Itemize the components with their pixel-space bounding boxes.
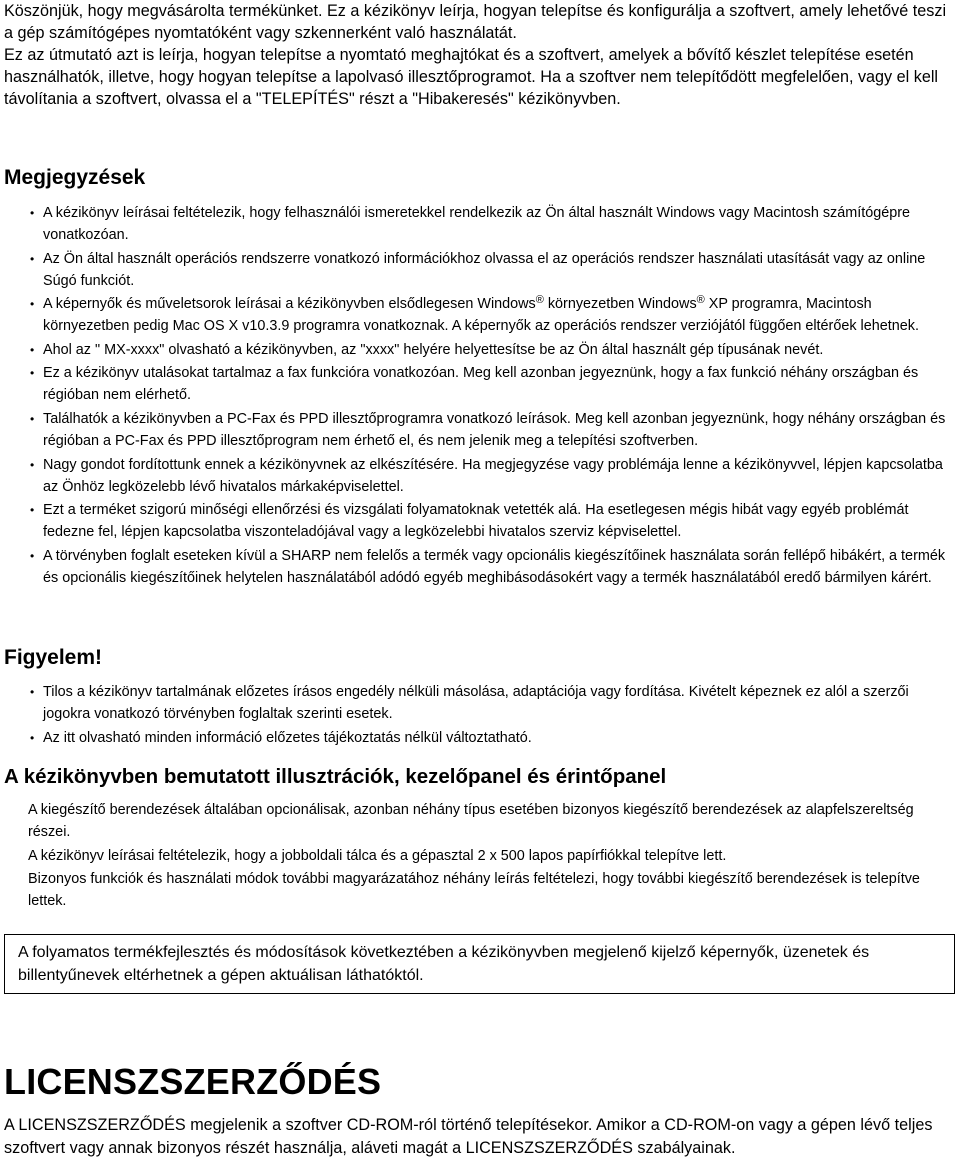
bullet-icon: • bbox=[30, 251, 35, 266]
list-item bbox=[30, 454, 950, 498]
license-heading: LICENSZSZERZŐDÉS bbox=[4, 1061, 382, 1102]
bullet-icon: • bbox=[30, 457, 35, 472]
notes-heading: Megjegyzések bbox=[4, 166, 146, 189]
intro-paragraph: Köszönjük, hogy megvásárolta termékünket. Ez a kézikönyv leírja, hogyan telepítse és konfigurálja a szoftvert, amely lehetővé teszi a gép számítógépes nyomtatóként vagy szkennerként való használatát. bbox=[4, 2, 947, 42]
list-item bbox=[30, 545, 950, 589]
list-item-text: Nagy gondot fordítottunk ennek a kézikönyvnek az elkészítésére. Ha megjegyzése vagy problémája lenne a kézikönyvvel, lépjen kapcsolatba az Önhöz legközelebb lévő hivatalos márkaképviselettel. bbox=[43, 456, 943, 495]
list-item bbox=[30, 681, 950, 725]
list-item-text-part: környezetben Windows bbox=[543, 296, 697, 313]
registered-mark-icon: ® bbox=[535, 294, 544, 307]
bullet-icon: • bbox=[30, 206, 35, 220]
illustrations-heading: A kézikönyvben bemutatott illusztrációk, kezelőpanel és érintőpanel bbox=[4, 765, 667, 788]
illustrations-section bbox=[28, 799, 954, 914]
list-item-text-part: XP programra, Macintosh környezetben pedig Mac OS X v10.3.9 programra vonatkoznak. A képernyők az operációs rendszer verziójától függően eltérőek lehetnek. bbox=[43, 296, 919, 335]
bullet-icon: • bbox=[30, 730, 35, 745]
list-item bbox=[30, 339, 950, 361]
paragraph: A kézikönyv leírásai feltételezik, hogy a jobboldali tálca és a gépasztal 2 x 500 lapos papírfiókkal telepítve lett. bbox=[28, 847, 727, 864]
list-item-text: Tilos a kézikönyv tartalmának előzetes írásos engedély nélküli másolása, adaptációja vagy fordítása. Kivételt képeznek ez alól a szerzői jogokra vonatkozó törvényben foglaltak szerinti esetek. bbox=[43, 684, 909, 722]
bullet-icon: • bbox=[30, 685, 35, 699]
bullet-icon: • bbox=[30, 366, 35, 381]
boxed-note: A folyamatos termékfejlesztés és módosítások következtében a kézikönyvben megjelenő kijelző képernyők, üzenetek és billentyűnevek eltérhetnek a gépen aktuálisan láthatóktól. bbox=[4, 934, 955, 994]
list-item-text: A törvényben foglalt eseteken kívül a SHARP nem felelős a termék vagy opcionális kiegészítőinek használata során fellépő hibákért, a termék és opcionális kiegészítőinek helytelen használatából adódó egyéb meghibásodásokért vagy a termék használatából eredő bármilyen kárért. bbox=[43, 547, 946, 586]
list-item bbox=[30, 499, 950, 543]
bullet-icon: • bbox=[30, 411, 35, 426]
list-item bbox=[30, 727, 950, 749]
warning-heading: Figyelem! bbox=[4, 646, 103, 669]
list-item-text: Az Ön által használt operációs rendszerre vonatkozó információkhoz olvassa el az operációs rendszer használati utasítását vagy az online Súgó funkciót. bbox=[43, 250, 926, 289]
bullet-icon: • bbox=[30, 297, 35, 312]
list-item-text: Ahol az " MX-xxxx" olvasható a kézikönyvben, az "xxxx" helyére helyettesítse be az Ön által használt gép típusának nevét. bbox=[43, 341, 824, 358]
paragraph: A kiegészítő berendezések általában opcionálisak, azonban néhány típus esetében bizonyos kiegészítő berendezések az alapfelszereltség részei. bbox=[28, 802, 914, 840]
list-item bbox=[30, 248, 950, 292]
list-item-text-part: A képernyők és műveletsorok leírásai a kézikönyvben elsődlegesen Windows bbox=[43, 296, 536, 313]
paragraph: Bizonyos funkciók és használati módok további magyarázatához néhány leírás feltételezi, hogy további kiegészítő berendezések is telepítve lettek. bbox=[28, 871, 920, 910]
list-item bbox=[30, 202, 950, 246]
intro-section bbox=[4, 0, 956, 110]
registered-mark-icon: ® bbox=[696, 294, 705, 307]
bullet-icon: • bbox=[30, 548, 35, 563]
bullet-icon: • bbox=[30, 342, 35, 357]
notes-list bbox=[30, 202, 950, 590]
list-item bbox=[30, 362, 950, 406]
list-item-text: Ezt a terméket szigorú minőségi ellenőrzési és vizsgálati folyamatoknak vetették alá. Ha esetlegesen mégis hibát vagy egyéb problémát fedezne fel, lépjen kapcsolatba viszonteladójával vagy a legközelebbi hivatalos szerviz képviselettel. bbox=[43, 502, 909, 541]
list-item-text: Ez a kézikönyv utalásokat tartalmaz a fax funkcióra vonatkozóan. Meg kell azonban jegyeznünk, hogy a fax funkció néhány országban és régióban nem elérhető. bbox=[43, 365, 919, 404]
intro-paragraph: Ez az útmutató azt is leírja, hogyan telepítse a nyomtató meghajtókat és a szoftvert, amelyek a bővítő készlet telepítése esetén használhatók, illetve, hogy hogyan telepítse a lapolvasó illesztőprogramot. Ha a szoftver nem telepítődött megfelelően, vagy el kell távolítania a szoftvert, olvassa el a "TELEPÍTÉS" részt a "Hibakeresés" kézikönyvben. bbox=[4, 46, 939, 108]
license-paragraph: A LICENSZSZERZŐDÉS megjelenik a szoftver CD-ROM-ról történő telepítésekor. Amikor a CD-ROM-on vagy a gépen lévő teljes szoftvert vagy annak bizonyos részét használja, aláveti magát a LICENSZSZERZŐDÉS szabályainak. bbox=[4, 1116, 933, 1157]
warning-list bbox=[30, 681, 950, 750]
list-item-text: Találhatók a kézikönyvben a PC-Fax és PPD illesztőprogramra vonatkozó leírások. Meg kell azonban jegyeznünk, hogy néhány országban és régióban a PC-Fax és PPD illesztőprogram nem érhető el, és nem jelenik meg a telepítési szoftverben. bbox=[43, 410, 946, 449]
list-item-text: A kézikönyv leírásai feltételezik, hogy felhasználói ismeretekkel rendelkezik az Ön által használt Windows vagy Macintosh számítógépre vonatkozóan. bbox=[43, 205, 911, 243]
list-item-text: Az itt olvasható minden információ előzetes tájékoztatás nélkül változtatható. bbox=[43, 729, 532, 746]
list-item-text bbox=[43, 296, 919, 334]
list-item bbox=[30, 408, 950, 452]
list-item bbox=[30, 293, 950, 337]
bullet-icon: • bbox=[30, 503, 35, 518]
